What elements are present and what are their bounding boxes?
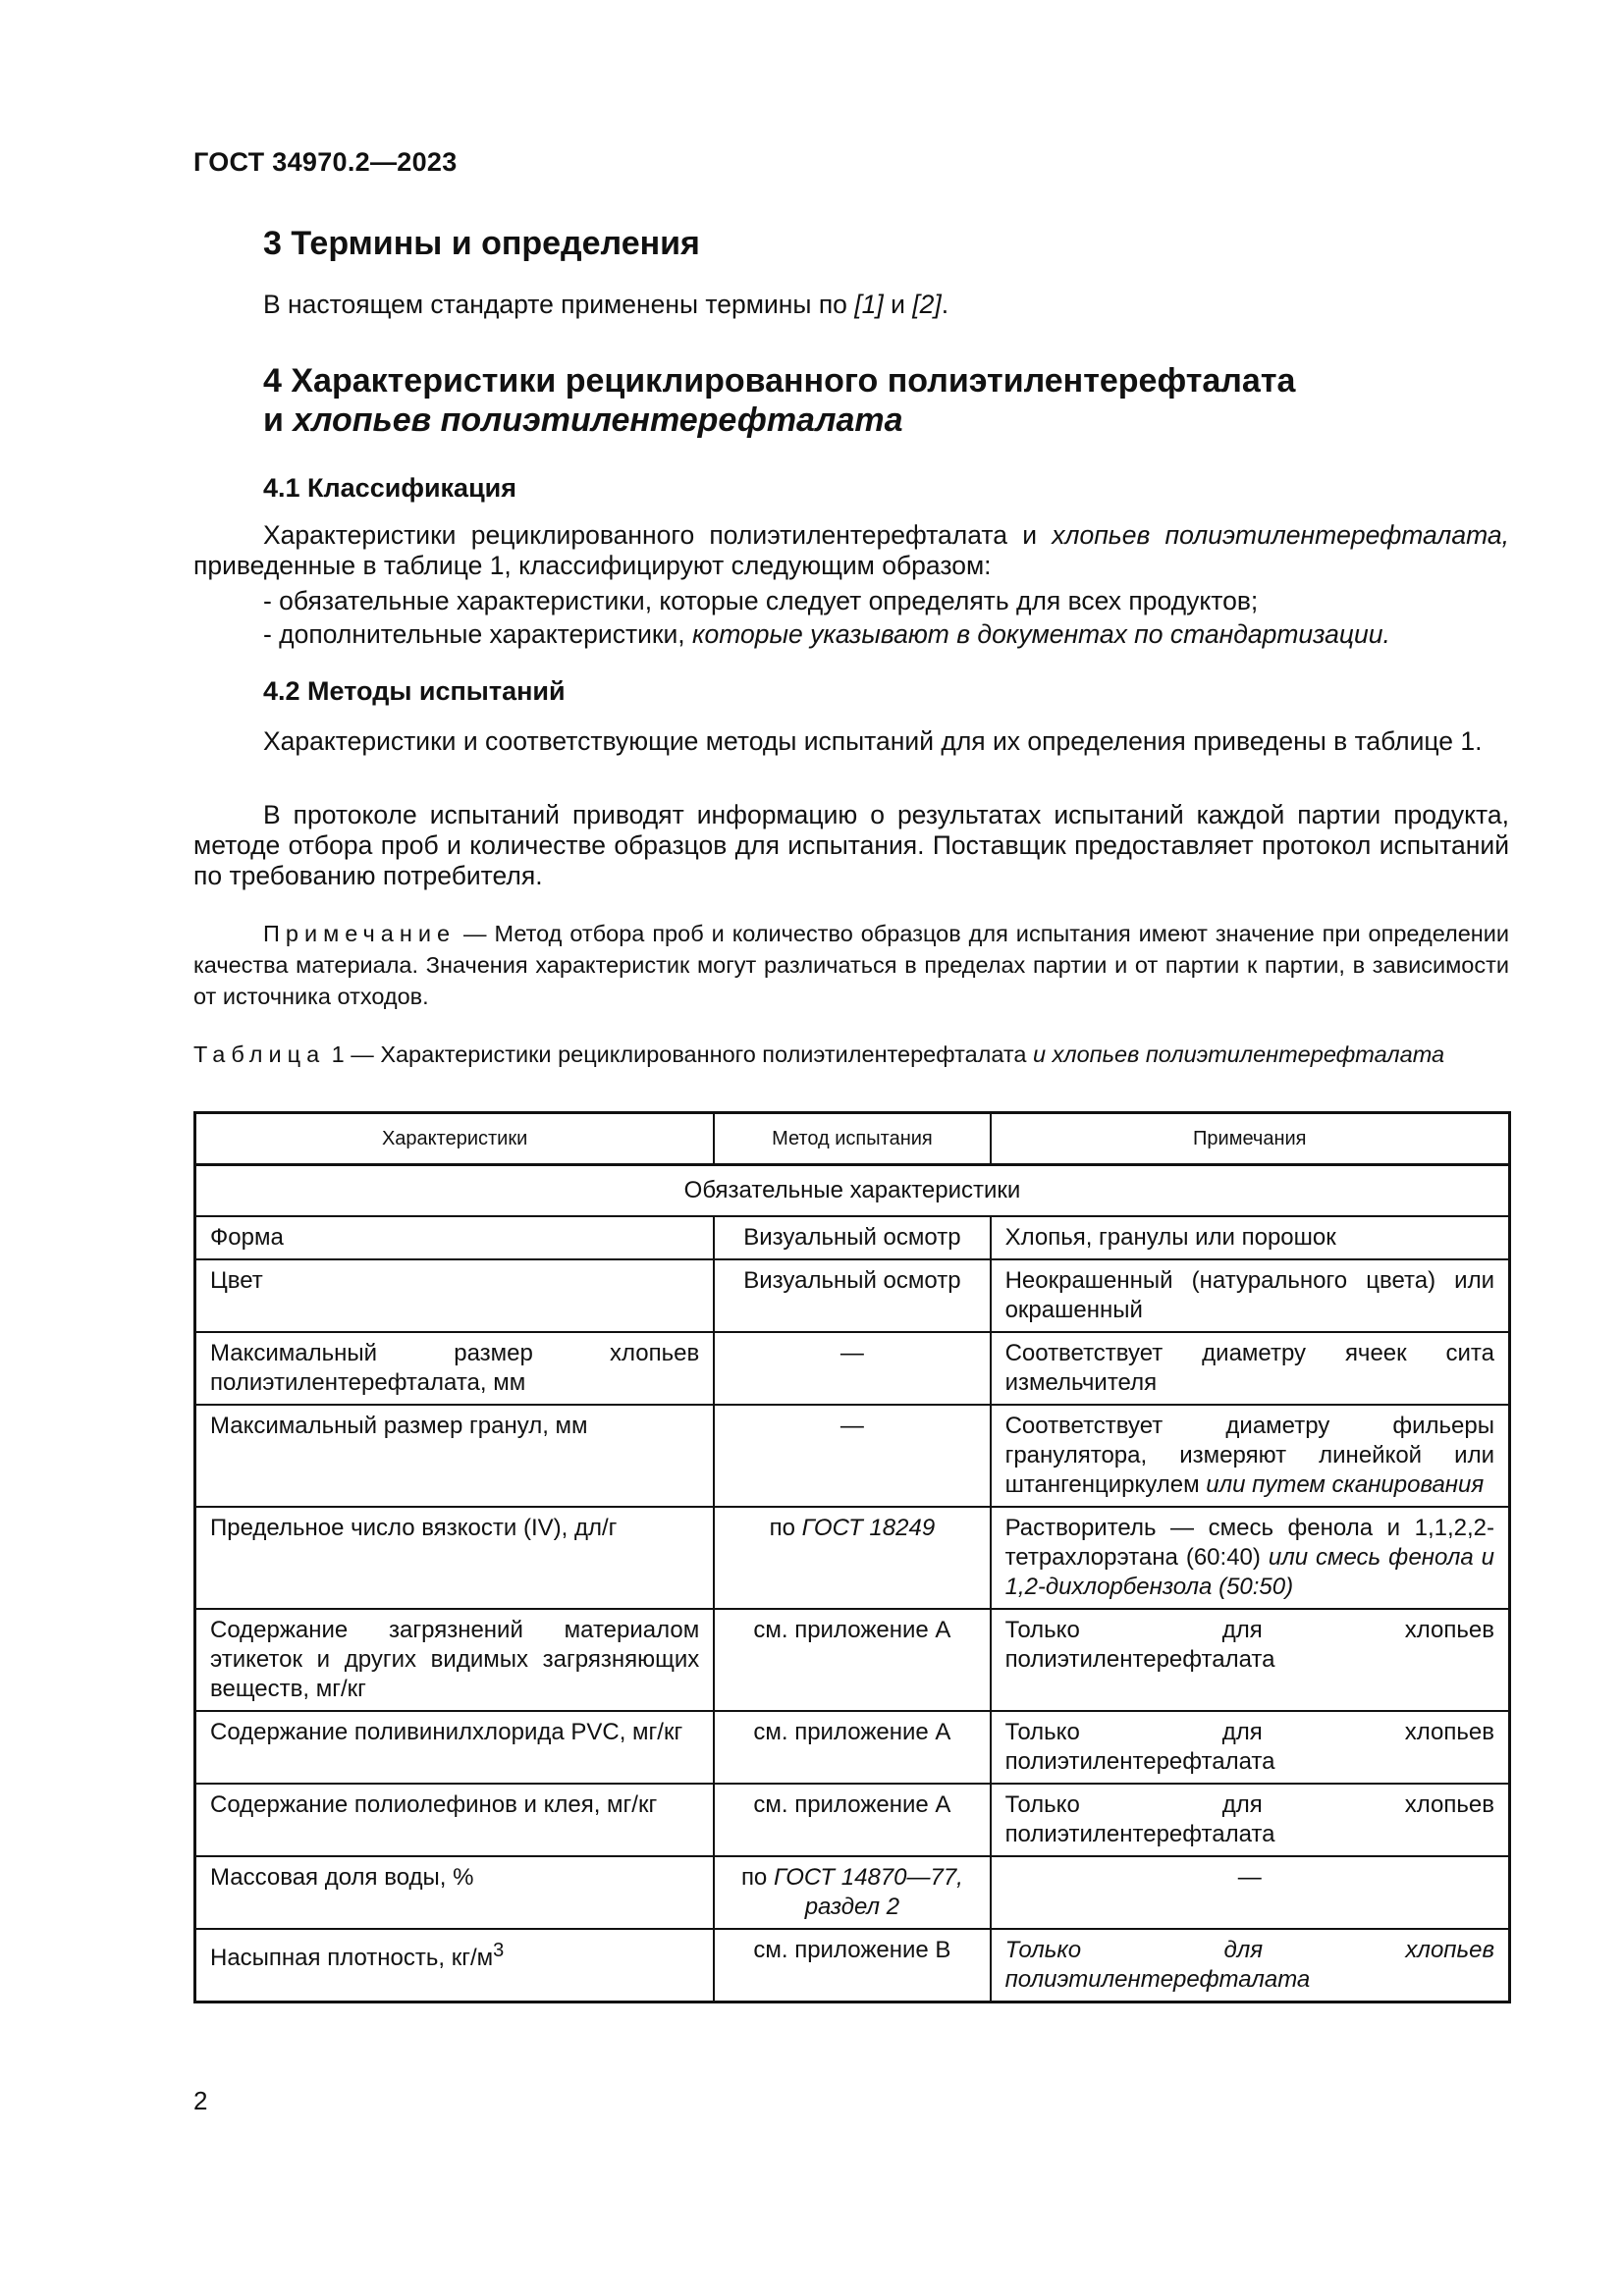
row-note-italic: Только для хлопьев полиэтилентерефталата: [1004, 1937, 1494, 1993]
table-row: [195, 1609, 1510, 1711]
row-name: Содержание полиолефинов и клея, мг/кг: [195, 1784, 715, 1856]
row-name-text: Насыпная плотность, кг/м: [210, 1945, 494, 1971]
table-1: [193, 1111, 1511, 2003]
row-note-italic: или путем сканирования: [1206, 1471, 1485, 1498]
ref-1: [1]: [854, 290, 884, 319]
row-name: Содержание загрязнений материалом этикеток и других видимых загрязняющих веществ, мг/кг: [195, 1609, 715, 1711]
row-note: [991, 1405, 1510, 1507]
section-4-1-heading: 4.1 Классификация: [263, 473, 517, 503]
section-4-heading-line2: [263, 400, 1295, 440]
table-row: [195, 1405, 1510, 1507]
row-note: [991, 1507, 1510, 1609]
row-method: Визуальный осмотр: [714, 1259, 990, 1332]
row-name: [195, 1929, 715, 2002]
section-4-1-para-italic: хлопьев полиэтилентерефталата,: [1052, 520, 1509, 550]
document-header: ГОСТ 34970.2—2023: [193, 147, 458, 177]
bullet-additional-italic: которые указывают в документах по стандартизации.: [692, 619, 1390, 649]
table-row: [195, 1929, 1510, 2002]
row-name: Максимальный размер гранул, мм: [195, 1405, 715, 1507]
row-method-italic: ГОСТ 18249: [801, 1515, 936, 1541]
row-note: Соответствует диаметру ячеек сита измельчителя: [991, 1332, 1510, 1405]
table-1-caption: [193, 1039, 1509, 1070]
section-4-1-para-rest: приведенные в таблице 1, классифицируют следующим образом:: [193, 551, 992, 580]
row-name: Массовая доля воды, %: [195, 1856, 715, 1929]
ref-2: [2]: [912, 290, 942, 319]
row-method: Визуальный осмотр: [714, 1216, 990, 1259]
table-row: [195, 1259, 1510, 1332]
column-header: Примечания: [991, 1113, 1510, 1165]
row-note: [991, 1929, 1510, 2002]
column-header: Характеристики: [195, 1113, 715, 1165]
table-group-row: [195, 1165, 1510, 1217]
row-method: см. приложение А: [714, 1784, 990, 1856]
table-row: [195, 1507, 1510, 1609]
row-name: Содержание поливинилхлорида PVC, мг/кг: [195, 1711, 715, 1784]
table-row: [195, 1332, 1510, 1405]
section-4-2-paragraph-1: Характеристики и соответствующие методы испытаний для их определения приведены в таблице 1.: [263, 726, 1483, 756]
row-name-superscript: 3: [493, 1940, 505, 1961]
table-row: [195, 1856, 1510, 1929]
bullet-additional-plain: - дополнительные характеристики,: [263, 619, 693, 649]
row-note: —: [991, 1856, 1510, 1929]
table-header-row: [195, 1113, 1510, 1165]
note-text: — Метод отбора проб и количество образцов для испытания имеют значение при определении качества материала. Значения характеристик могут различаться в пределах партии и от партии к партии, в зависимости от источника отходов.: [193, 921, 1509, 1009]
section-3-text-before: В настоящем стандарте применены термины по: [263, 290, 855, 319]
section-4-1-para-plain: Характеристики рециклированного полиэтилентерефталата и: [263, 520, 1053, 550]
table-row: [195, 1216, 1510, 1259]
section-3-text: [193, 290, 1509, 320]
page-number: 2: [193, 2086, 208, 2115]
section-4-1-paragraph: [193, 520, 1509, 581]
row-note: Только для хлопьев полиэтилентерефталата: [991, 1711, 1510, 1784]
row-name: Максимальный размер хлопьев полиэтилентерефталата, мм: [195, 1332, 715, 1405]
bullet-additional: [263, 619, 1510, 650]
note-label: Примечание: [263, 921, 457, 946]
row-method: [714, 1507, 990, 1609]
row-method-plain: по: [740, 1864, 774, 1891]
section-3-text-mid: и: [883, 290, 913, 319]
row-method: [714, 1856, 990, 1929]
section-3-heading: 3 Термины и определения: [263, 225, 700, 262]
section-4-heading-line2-italic: хлопьев полиэтилентерефталата: [293, 401, 903, 439]
section-4-heading-line2-plain: и: [263, 401, 294, 439]
section-4-heading: [263, 361, 1295, 440]
table-1-caption-plain: 1 — Характеристики рециклированного полиэтилентерефталата: [325, 1041, 1034, 1067]
row-note: Хлопья, гранулы или порошок: [991, 1216, 1510, 1259]
row-note: Неокрашенный (натурального цвета) или окрашенный: [991, 1259, 1510, 1332]
section-4-2-paragraph-2: В протоколе испытаний приводят информацию о результатах испытаний каждой партии продукта, методе отбора проб и количестве образцов для испытания. Поставщик предоставляет протокол испытаний по требованию потребителя.: [193, 800, 1509, 890]
table-row: [195, 1784, 1510, 1856]
row-name: Форма: [195, 1216, 715, 1259]
row-method-plain: по: [769, 1515, 802, 1541]
row-note-plain: Растворитель — смесь фенола и 1,1,2,2-тетрахлорэтана (60:40): [1004, 1515, 1494, 1571]
row-note: Только для хлопьев полиэтилентерефталата: [991, 1609, 1510, 1711]
row-method: —: [714, 1332, 990, 1405]
row-method-italic: ГОСТ 14870—77, раздел 2: [773, 1864, 963, 1920]
group-mandatory-label: Обязательные характеристики: [195, 1165, 1510, 1217]
table-row: [195, 1711, 1510, 1784]
table-1-caption-italic: и хлопьев полиэтилентерефталата: [1033, 1041, 1445, 1067]
note: [193, 918, 1509, 1012]
section-4-heading-line1: 4 Характеристики рециклированного полиэтилентерефталата: [263, 362, 1296, 400]
section-4-2-heading: 4.2 Методы испытаний: [263, 676, 566, 706]
row-name: Предельное число вязкости (IV), дл/г: [195, 1507, 715, 1609]
row-method: см. приложение А: [714, 1609, 990, 1711]
column-header: Метод испытания: [714, 1113, 990, 1165]
table-1-caption-label: Таблица: [193, 1041, 326, 1067]
row-method: —: [714, 1405, 990, 1507]
row-method: см. приложение А: [714, 1711, 990, 1784]
section-3-text-end: .: [941, 290, 949, 319]
row-method: см. приложение В: [714, 1929, 990, 2002]
row-note-plain: Соответствует диаметру фильеры гранулятора, измеряют линейкой или штангенциркулем: [1004, 1413, 1494, 1498]
row-note: Только для хлопьев полиэтилентерефталата: [991, 1784, 1510, 1856]
bullet-mandatory: - обязательные характеристики, которые следует определять для всех продуктов;: [263, 586, 1259, 615]
row-note-italic: или смесь фенола и 1,2-дихлорбензола (50:50): [1004, 1544, 1495, 1600]
row-name: Цвет: [195, 1259, 715, 1332]
